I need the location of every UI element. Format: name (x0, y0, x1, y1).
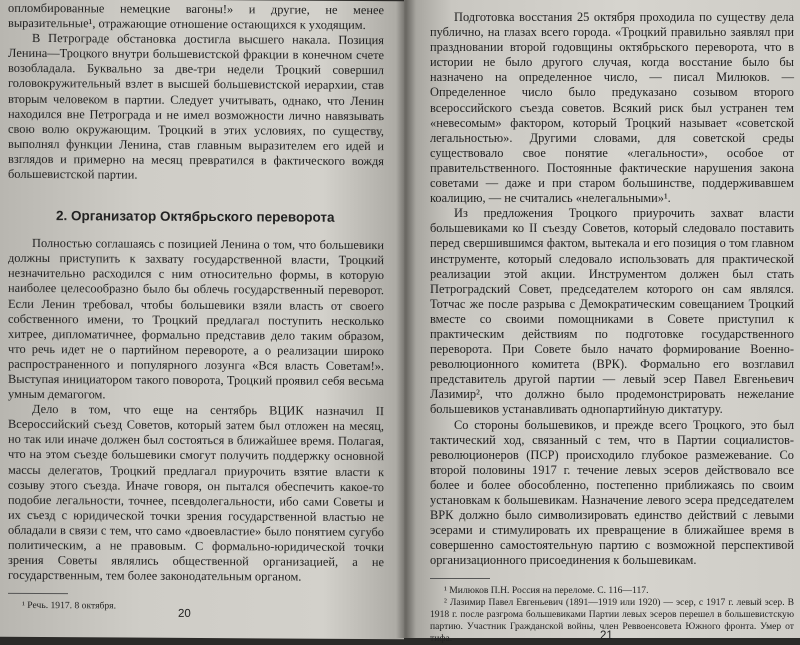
right-paragraph-1: Подготовка восстания 25 октября проходила по существу дела публично, на глазах всего города. «Троцкий правильно заявлял при праздновании второй годовщины октябрьского переворота, что в истории не было другого случая, когда восстание было бы назначено на определенное число, — писал Милюков. — Определенное число было предуказано созывом второго всероссийского съезда советов. Всякий риск был устранен тем «невесомым» фактором, который Троцкий называет «советской легальностью». Другими словами, для советской среды существовало свое понятие «легальности», особое от правительственного. Постоянные фактические нарушения закона советами — даже и при старом большинстве, поддерживавшем коалицию, — не считались «нелегальными»¹. (430, 10, 794, 206)
left-paragraph-1: опломбированные немецкие вагоны!» и другие, не менее выразительные¹, отражающие отношение остающихся к уходящим. (8, 0, 384, 33)
right-paragraph-2: Из предложения Троцкого приурочить захват власти большевиками ко II съезду Советов, который следовало поставить перед свершившимся фактом, вытекала и его позиция о том главном инструменте, который следовало использовать для практической реализации этой акции. Инструментом должен был стать Петроградский Совет, председателем которого он сам являлся. Тотчас же после разрыва с Демократическим совещанием Троцкий вместе со своими помощниками в Совете приступил к практическим действиям по подготовке государственного переворота. При Совете было начато формирование Военно-революционного комитета (ВРК). Формально его возглавил представитель другой партии — левый эсер Павел Евгеньевич Лазимир², что должно было продемонстрировать нежелание большевиков устанавливать однопартийную диктатуру. (430, 206, 794, 417)
left-paragraph-2: В Петрограде обстановка достигла высшего накала. Позиция Ленина—Троцкого внутри большевистской фракции в конечном счете возобладала. Буквально за две-три недели Троцкий совершил головокружительный взлет в высшей большевистской иерархии, став вторым человеком в партии. Следует учитывать, однако, что Ленин находился вне Петрограда и не имел возможности лично навязывать свою волю окружающим. Троцкий в этих условиях, по существу, выполнял функции Ленина, став главным выразителем его идей и взглядов и примерно на месяц превратился в фактического вождя большевистской партии. (8, 31, 384, 182)
page-number-left: 20 (178, 607, 191, 620)
footnote-divider (8, 593, 68, 594)
right-paragraph-3: Со стороны большевиков, и прежде всего Троцкого, это был тактический ход, связанный с тем, что в Партии социалистов-революционеров (ПСР) происходило глубокое размежевание. Со второй половины 1917 г. течение левых эсеров действовало все более и более обособленно, постепенно приближаясь по своим установкам к большевикам. Назначение левого эсера председателем ВРК должно было символизировать единство действий с левыми эсерами и стимулировать их превращение в ближайшее время в совершенно самостоятельную партию с возможной перспективой организационного присоединения к большевикам. (430, 417, 794, 568)
left-footnote-1: ¹ Речь. 1917. 8 октября. (22, 600, 116, 612)
right-footnote-2: ² Лазимир Павел Евгеньевич (1891—1919 или 1920) — эсер, с 1917 г. левый эсер. В 1918 г. после разгрома большевиками Партии левых эсеров перешел в большевистскую партию. Участник Гражданской войны, член Реввоенсовета Южного фронта. Умер от тифа. (430, 597, 794, 645)
footnote-divider (430, 578, 490, 579)
page-number-right: 21 (600, 630, 613, 642)
right-page (404, 0, 800, 645)
left-section-paragraph-2: Дело в том, что еще на сентябрь ВЦИК назначил II Всероссийский съезд Советов, который затем был отложен на месяц, но так или иначе должен был состояться в ближайшее время. Полагая, что на этом съезде большевики смогут получить поддержку основной массы делегатов, Троцкий предлагал приурочить взятие власти к созыву этого съезда. Иначе говоря, он пытался обеспечить какое-то подобие легальности, точнее, псевдолегальности, ибо сами Советы и их съезд с юридической точки зрения государственной властью не обладали в связи с тем, что само «двоевластие» было понятием сугубо политическим, а не правовым. С формально-юридической точки зрения Советы являлись общественной организацией, а не государственным, тем более законодательным органом. (8, 402, 384, 584)
left-section-paragraph-1: Полностью соглашаясь с позицией Ленина о том, что большевики должны приступить к захвату государственной власти, Троцкий незначительно расходился с ним относительно формы, в которую наиболее целесообразно было бы облечь государственный переворот. Если Ленин требовал, чтобы большевики взяли власть от своего собственного имени, то Троцкий предлагал поступить несколько хитрее, дипломатичнее, формально представив дело таким образом, что речь идет не о партийном перевороте, а о реализации широко распространенного и популярного лозунга «Вся власть Советам!». Выступая инициатором такого поворота, Троцкий проявил себя весьма умным демагогом. (8, 236, 384, 402)
section-heading: 2. Организатор Октябрьского переворота (56, 208, 335, 225)
book-gutter (396, 0, 416, 638)
right-footnote-1: ¹ Милюков П.Н. Россия на переломе. С. 116—117. (444, 585, 649, 597)
